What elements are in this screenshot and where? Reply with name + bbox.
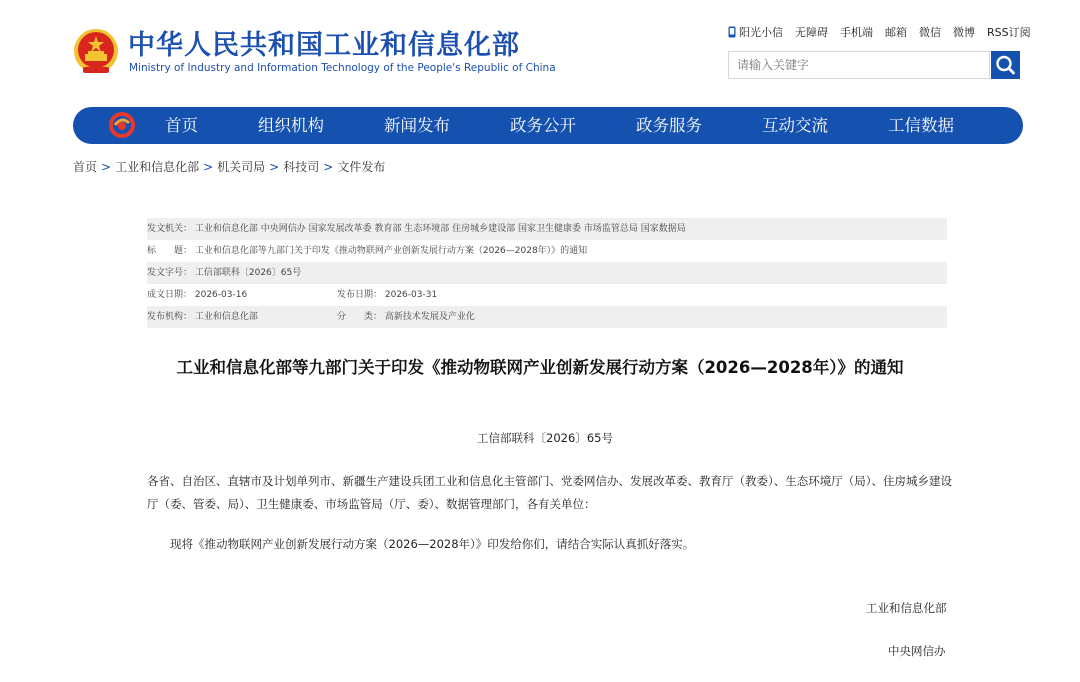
search-button[interactable]: [991, 51, 1020, 79]
nav-news[interactable]: 新闻发布: [384, 116, 450, 135]
info-row-dates: [147, 284, 947, 306]
nav-gov-affairs-open[interactable]: 政务公开: [510, 116, 576, 135]
chevron-right-icon: >: [269, 160, 280, 174]
mailbox-link[interactable]: 邮箱: [885, 26, 907, 39]
rss-link[interactable]: RSS订阅: [987, 26, 1031, 39]
site-title: 中华人民共和国工业和信息化部: [128, 30, 520, 61]
publishing-org: 发布机构： 工业和信息化部: [147, 312, 258, 322]
nav-organization[interactable]: 组织机构: [258, 116, 324, 135]
breadcrumb-ministry[interactable]: 工业和信息化部: [115, 160, 200, 174]
chevron-right-icon: >: [101, 160, 112, 174]
nav-interaction[interactable]: 互动交流: [762, 116, 828, 135]
info-row-issuer: 发文机关： 工业和信息化部 中央网信办 国家发展改革委 教育部 生态环境部 住房城乡建设部 国家卫生健康委 市场监管总局 国家数据局: [147, 218, 947, 240]
sunshine-link[interactable]: 阳光小信: [728, 24, 783, 40]
signatory-cac: 中央网信办: [888, 644, 946, 658]
article-recipients: 各省、自治区、直辖市及计划单列市、新疆生产建设兵团工业和信息化主管部门、党委网信办、发展改革委、教育厅（教委）、生态环境厅（局）、住房城乡建设厅（委、管委、局）、卫生健康委、市场监管局（厅、委）、数据管理部门，各有关单位：: [147, 474, 952, 511]
weibo-link[interactable]: 微博: [953, 26, 975, 39]
breadcrumb-science-dept[interactable]: 科技司: [283, 160, 320, 174]
info-row-doc-number: 发文字号： 工信部联科〔2026〕65号: [147, 262, 947, 284]
national-emblem-icon: [72, 27, 120, 77]
phone-icon: [728, 26, 736, 38]
search-box: [728, 51, 990, 79]
article-body: 现将《推动物联网产业创新发展行动方案（2026—2028年）》印发给你们，请结合实际认真抓好落实。: [170, 537, 695, 551]
chevron-right-icon: >: [323, 160, 334, 174]
published-date: 发布日期： 2026-03-31: [337, 290, 438, 300]
info-row-org: [147, 306, 947, 328]
search-icon: [991, 51, 1020, 79]
ministry-logo-icon[interactable]: [107, 110, 137, 140]
signatory-miit: 工业和信息化部: [866, 601, 947, 615]
search-input[interactable]: [729, 52, 989, 78]
wechat-link[interactable]: 微信: [919, 26, 941, 39]
chevron-right-icon: >: [203, 160, 214, 174]
breadcrumb-documents[interactable]: 文件发布: [337, 160, 386, 174]
nav-data[interactable]: 工信数据: [888, 116, 954, 135]
breadcrumb-home[interactable]: 首页: [73, 160, 98, 174]
nav-home[interactable]: 首页: [165, 116, 198, 135]
created-date: 成文日期： 2026-03-16: [147, 290, 248, 300]
top-links: [728, 24, 1031, 40]
article-doc-number: 工信部联科〔2026〕65号: [477, 431, 613, 445]
info-row-title: 标 题： 工业和信息化部等九部门关于印发《推动物联网产业创新发展行动方案（2026—2028年）》的通知: [147, 246, 588, 256]
breadcrumb-departments[interactable]: 机关司局: [217, 160, 266, 174]
category: 分 类： 高新技术发展及产业化: [337, 312, 475, 322]
article-title: 工业和信息化部等九部门关于印发《推动物联网产业创新发展行动方案（2026—2028年）》的通知: [176, 358, 904, 377]
mobile-link[interactable]: 手机端: [840, 26, 873, 39]
nav-gov-services[interactable]: 政务服务: [636, 116, 702, 135]
site-title-english: Ministry of Industry and Information Technology of the People's Republic of China: [129, 62, 556, 74]
accessibility-link[interactable]: 无障碍: [795, 26, 828, 39]
breadcrumb: [73, 158, 385, 175]
